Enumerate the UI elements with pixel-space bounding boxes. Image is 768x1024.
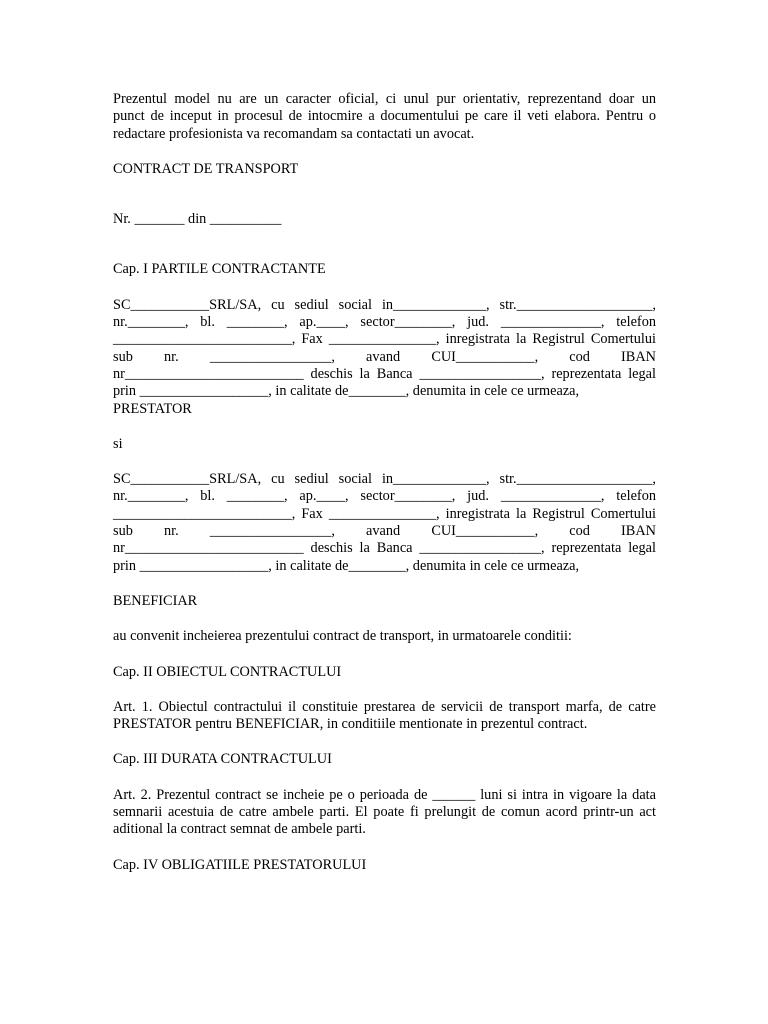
chapter-4-heading: Cap. IV OBLIGATIILE PRESTATORULUI [113, 856, 367, 873]
article-2-line: aditional la contract semnat de ambele parti. [113, 821, 366, 838]
party-2-line: _________________________, Fax _______________, inregistrata la Registrul Comertului [113, 505, 656, 522]
party-1-line: nr.________, bl. ________, ap.____, sector________, jud. ______________, telefon [113, 314, 656, 331]
article-1-paragraph [113, 699, 656, 734]
article-1-line: PRESTATOR pentru BENEFICIAR, in conditiile mentionate in prezentul contract. [113, 716, 588, 733]
party-1-line: nr_________________________ deschis la Banca _________________, reprezentata legal [113, 365, 656, 382]
party-2-line: SC___________SRL/SA, cu sediul social in_____________, str.___________________, [113, 471, 656, 488]
party-2-line: nr_________________________ deschis la Banca _________________, reprezentata legal [113, 540, 656, 557]
party-2-line: nr.________, bl. ________, ap.____, sector________, jud. ______________, telefon [113, 488, 656, 505]
party-1-line: prin __________________, in calitate de________, denumita in cele ce urmeaza, [113, 383, 580, 400]
chapter-3-heading: Cap. III DURATA CONTRACTULUI [113, 751, 332, 768]
party-1-line: sub nr. _________________, avand CUI___________, cod IBAN [113, 348, 656, 365]
disclaimer-line: punct de inceput in procesul de intocmire a documentului pe care il veti elabora. Pentru o [113, 108, 656, 125]
article-2-line: Art. 2. Prezentul contract se incheie pe o perioada de ______ luni si intra in vigoare la data [113, 786, 656, 803]
party-1-paragraph [113, 297, 656, 418]
party-2-line: prin __________________, in calitate de________, denumita in cele ce urmeaza, [113, 557, 580, 574]
document-page [113, 91, 656, 874]
contract-title: CONTRACT DE TRANSPORT [113, 160, 299, 177]
article-2-line: semnarii acestuia de catre ambele parti. El poate fi prelungit de comun acord printr-un act [113, 804, 656, 821]
disclaimer-line: redactare profesionista va recomandam sa contactati un avocat. [113, 125, 475, 142]
disclaimer-line: Prezentul model nu are un caracter oficial, ci unul pur orientativ, reprezentand doar un [113, 91, 656, 107]
chapter-2-heading: Cap. II OBIECTUL CONTRACTULUI [113, 663, 342, 680]
party-2-line: sub nr. _________________, avand CUI___________, cod IBAN [113, 523, 656, 540]
party-1-line: _________________________, Fax _______________, inregistrata la Registrul Comertului [113, 331, 656, 348]
party-1-line: SC___________SRL/SA, cu sediul social in_____________, str.___________________, [113, 296, 656, 313]
party-1-role: PRESTATOR [113, 400, 192, 417]
disclaimer-paragraph [113, 91, 656, 143]
party-2-role: BENEFICIAR [113, 592, 198, 609]
conjunction-si: si [113, 435, 123, 452]
chapter-1-heading: Cap. I PARTILE CONTRACTANTE [113, 261, 326, 278]
article-2-paragraph [113, 787, 656, 839]
agreement-statement: au convenit incheierea prezentului contract de transport, in urmatoarele conditii: [113, 628, 572, 645]
article-1-line: Art. 1. Obiectul contractului il constituie prestarea de servicii de transport marfa, de catre [113, 698, 656, 715]
party-2-paragraph [113, 471, 656, 575]
contract-number-line: Nr. _______ din __________ [113, 211, 282, 228]
